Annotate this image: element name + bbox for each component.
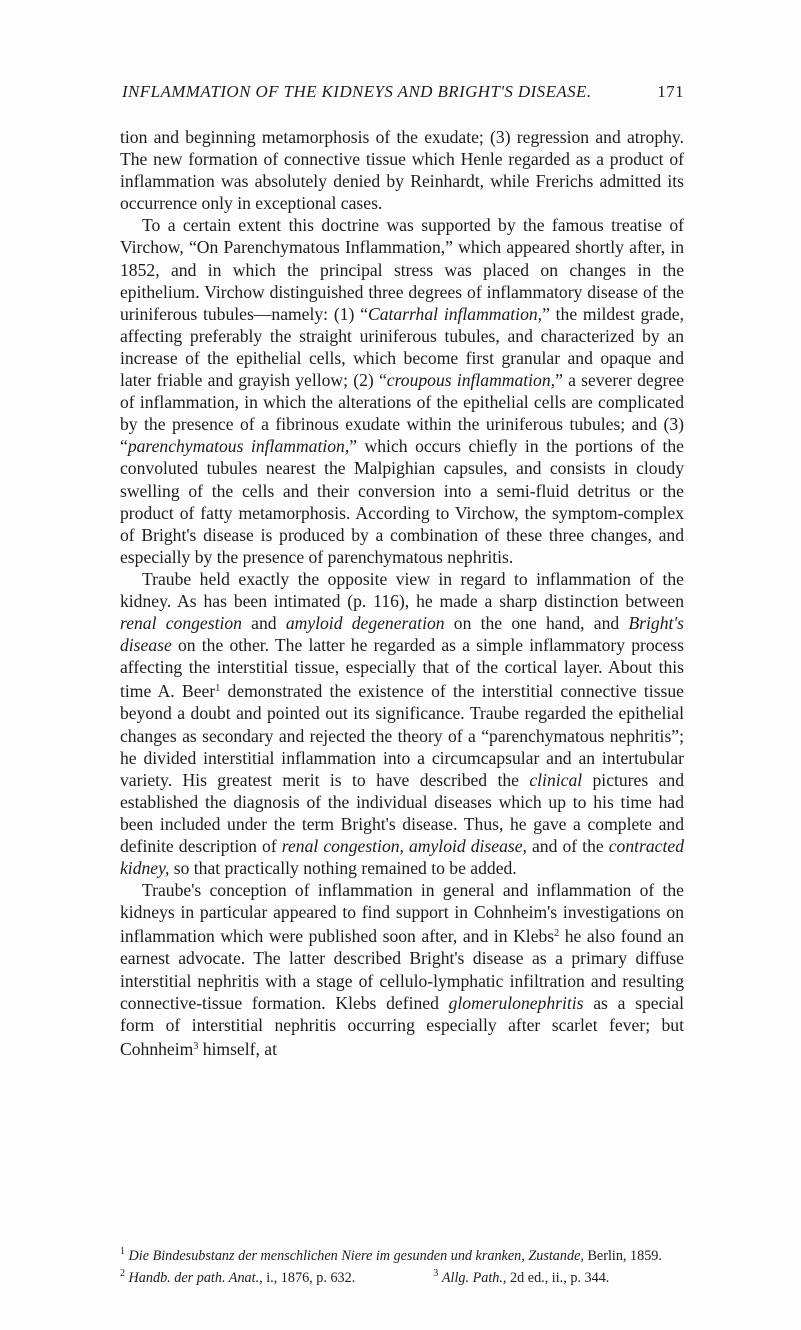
emphasis: Bright's disease: [120, 613, 685, 656]
text-run: To a certain extent this doctrine was supported by the famous treatise of Virchow, “On Parenchymatous Inflammation,” which appeared shortly after, in 1852, and in which the principal stress was placed on changes in the epithelium. Virchow distinguished three degrees of inflammatory disease of the uriniferous tubules—namely: (1) “: [120, 215, 684, 324]
text-run: as a special form of interstitial nephritis occurring especially after scarlet fever; but Cohnheim: [120, 992, 685, 1059]
text-run: tion and beginning metamorphosis of the exudate; (3) regression and atrophy. The new formation of connective tissue which Henle regarded as a product of inflammation was absolutely denied by Reinhardt, while Frerichs admitted its occurrence only in exceptional cases.: [120, 127, 684, 214]
footnote-ref: 1: [215, 683, 221, 695]
emphasis: renal congestion, amyloid disease,: [281, 836, 527, 856]
text-run: on the other. The latter he regarded as a simple inflammatory process affecting the interstitial tissue, especially that of the cortical layer. About this time A. Beer: [120, 635, 684, 702]
footnote-2-3: $^2$ Handb. der path. Anat., i., 1876, p. 632. $^3$ Allg. Path., 2d ed., ii., p. 344.: [120, 1268, 610, 1286]
text-run: Traube's conception of inflammation in general and inflammation of the kidneys in particular appeared to find support in Cohnheim's investigations on inflammation which were published soon after, and in Klebs: [120, 880, 684, 947]
emphasis: contracted kidney,: [120, 836, 684, 879]
page-number: 171: [657, 82, 684, 101]
running-title: INFLAMMATION OF THE KIDNEYS AND BRIGHT'S DISEASE.: [122, 82, 592, 101]
emphasis: clinical: [529, 769, 583, 790]
footnotes: [120, 1243, 688, 1287]
paragraph: [120, 879, 684, 1060]
emphasis: glomerulonephritis: [448, 992, 584, 1013]
emphasis: Catarrhal inflammation,: [367, 303, 543, 324]
text-run: ” the mildest grade, affecting preferably the straight uriniferous tubules, and characterized by an increase of the epithelial cells, which become first granular and opaque and later friable and grayish yellow; (2) “: [120, 303, 684, 391]
text-run: on the one hand, and: [444, 613, 629, 634]
text-run: himself, at: [198, 1038, 277, 1059]
text-run: ” a severer degree of inflammation, in which the alterations of the epithelial cells are complicated by the presence of a fibrinous exudate within the uriniferous tubules; and (3) “: [120, 370, 684, 457]
text-run: so that practically nothing remained to be added.: [169, 858, 517, 879]
footnote-ref: 2: [554, 928, 560, 940]
emphasis: parenchymatous inflammation,: [127, 436, 350, 457]
emphasis: amyloid degeneration: [285, 613, 445, 634]
text-run: and of the: [526, 836, 609, 856]
text-run: and: [241, 613, 286, 634]
body-text: [120, 126, 684, 1060]
footnote-1: $^1$ Die Bindesubstanz der menschlichen Niere im gesunden und kranken, Zustande, Berlin, 1859.: [120, 1246, 662, 1264]
text-run: he also found an earnest advocate. The latter described Bright's disease as a primary diffuse interstitial nephritis with a stage of cellulo-lymphatic infiltration and resulting connective-tissue formation. Klebs defined: [120, 926, 684, 1013]
running-header: [122, 82, 684, 108]
footnote-ref: 3: [193, 1040, 199, 1052]
text-run: Traube held exactly the opposite view in regard to inflammation of the kidney. As has been intimated (p. 116), he made a sharp distinction between: [120, 568, 684, 611]
paragraph: [120, 214, 684, 568]
text-run: ” which occurs chiefly in the portions of the convoluted tubules nearest the Malpighian capsules, and consists in cloudy swelling of the cells and their conversion into a semi-fluid detritus or the product of fatty metamorphosis. According to Virchow, the symptom-complex of Bright's disease is produced by a combination of these three changes, and especially by the presence of parenchymatous nephritis.: [120, 436, 684, 567]
emphasis: croupous inflammation,: [386, 370, 556, 391]
paragraph: [120, 568, 684, 879]
text-run: demonstrated the existence of the interstitial connective tissue beyond a doubt and pointed out its significance. Traube regarded the epithelial changes as secondary and rejected the theory of a “parenchymatous nephritis”; he divided interstitial inflammation into a circumcapsular and an intertubular variety. His greatest merit is to have described the: [120, 681, 684, 790]
emphasis: renal congestion: [120, 613, 242, 634]
text-run: pictures and established the diagnosis of the individual diseases which up to his time had been included under the term Bright's disease. Thus, he gave a complete and definite description of: [120, 769, 684, 856]
paragraph: [120, 126, 684, 214]
